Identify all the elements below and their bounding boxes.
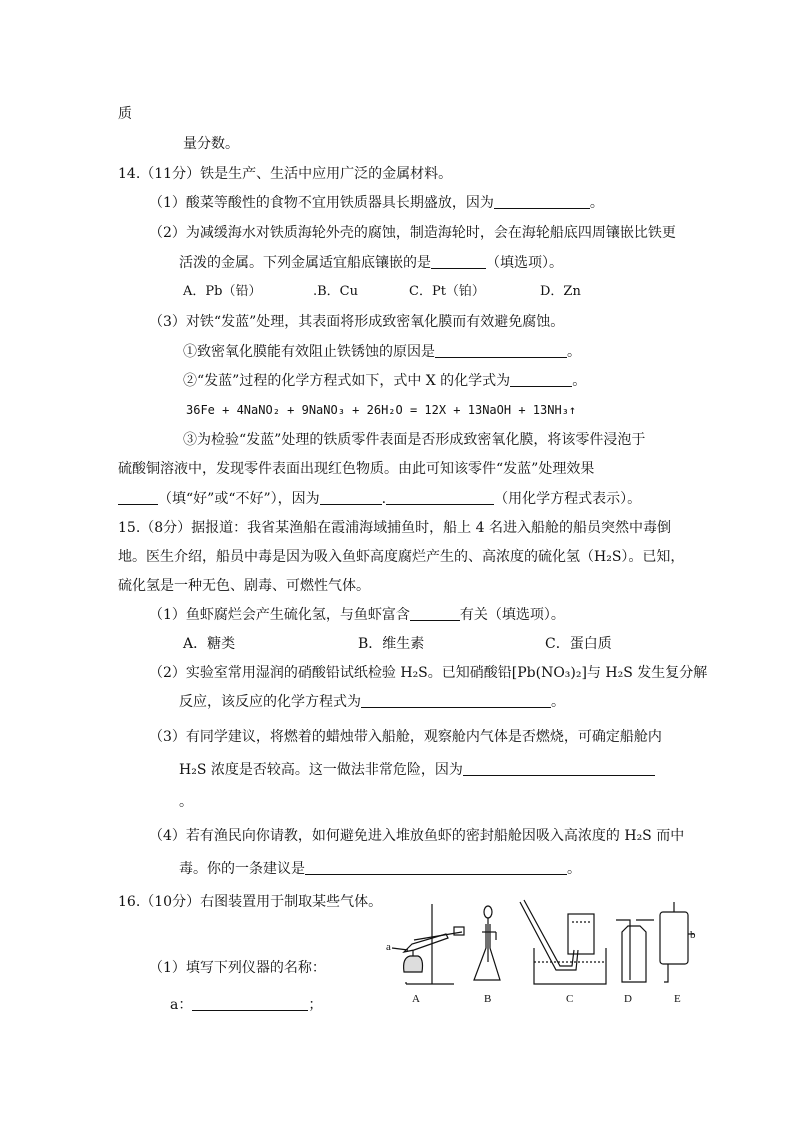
q15-p4b-text: 毒。你的一条建议是 — [179, 861, 305, 877]
q15-option-b: B．维生素 — [358, 636, 425, 652]
figure-label-a: A — [412, 993, 420, 1004]
figure-mark-b: b — [690, 929, 696, 941]
q15-p1 — [149, 605, 565, 625]
q15-p1-end: 有关（填选项）。 — [459, 607, 565, 623]
answer-blank[interactable] — [410, 606, 460, 621]
q14-p3: （3）对铁“发蓝”处理，其表面将形成致密氧化膜而有效避免腐蚀。 — [149, 314, 565, 330]
answer-blank[interactable] — [386, 490, 494, 505]
q16-a-end: ； — [308, 997, 323, 1013]
answer-blank[interactable] — [361, 693, 551, 708]
answer-blank[interactable] — [494, 194, 590, 209]
q15-p3a: （3）有同学建议，将燃着的蜡烛带入船舱，观察舱内气体是否燃烧，可确定船舱内 — [149, 729, 662, 745]
q15-p2a: （2）实验室常用湿润的硝酸铅试纸检验 H₂S。已知硝酸铅[Pb(NO₃)₂]与 H₂S 发生复分解 — [149, 665, 708, 681]
q15-head1: 15.（8分）据报道：我省某渔船在霞浦海域捕鱼时，船上 4 名进入船舱的船员突然中毒倒 — [118, 520, 671, 536]
apparatus-b — [474, 906, 500, 980]
q15-p1-text: （1）鱼虾腐烂会产生硫化氢，与鱼虾富含 — [149, 607, 410, 623]
figure-label-e: E — [674, 993, 681, 1004]
q14-option-b: .B．Cu — [313, 284, 359, 299]
answer-blank[interactable] — [510, 372, 572, 387]
q14-p2b-end: （填选项）。 — [486, 255, 563, 271]
q14-p3-2 — [183, 371, 586, 391]
apparatus-e — [660, 902, 694, 982]
q15-option-a: A．糖类 — [183, 636, 236, 652]
q14-p2a: （2）为减缓海水对铁质海轮外壳的腐蚀，制造海轮时，会在海轮船底四周镶嵌比铁更 — [149, 225, 676, 241]
q15-p2b-end: 。 — [551, 694, 565, 710]
q16-a-line — [170, 995, 322, 1015]
q14-option-c: C．Pt（铂） — [409, 284, 485, 299]
answer-blank[interactable] — [463, 761, 655, 776]
q15-p2b — [179, 692, 565, 712]
answer-blank[interactable] — [431, 254, 486, 269]
q15-head3: 硫化氢是一种无色、剧毒、可燃性气体。 — [118, 578, 370, 594]
apparatus-c — [520, 900, 606, 984]
figure-mark-a: a — [386, 941, 391, 953]
q14-head: 14.（11分）铁是生产、生活中应用广泛的金属材料。 — [118, 166, 453, 182]
q14-p3-1 — [183, 342, 581, 362]
q14-p3-1-end: 。 — [567, 344, 581, 360]
q14-p1 — [149, 193, 604, 213]
q14-equation: 36Fe + 4NaNO₂ + 9NaNO₃ + 26H₂O = 12X + 13NaOH + 13NH₃↑ — [186, 403, 577, 417]
q14-p2b — [179, 253, 563, 273]
q15-head2: 地。医生介绍，船员中毒是因为吸入鱼虾高度腐烂产生的、高浓度的硫化氢（H₂S）。已知， — [118, 549, 685, 565]
q14-p3-3b: 硫酸铜溶液中，发现零件表面出现红色物质。由此可知该零件“发蓝”处理效果 — [118, 461, 595, 477]
q15-p3c: 。 — [179, 794, 193, 810]
q16-p1: （1）填写下列仪器的名称： — [149, 960, 326, 976]
apparatus-figure — [384, 892, 698, 1004]
q14-p1-end: 。 — [589, 195, 604, 211]
q13-tail1: 质 — [118, 106, 132, 122]
figure-label-b: B — [484, 993, 492, 1004]
answer-blank[interactable] — [305, 860, 567, 875]
q14-p1-text: （1）酸菜等酸性的食物不宜用铁质器具长期盛放，因为 — [149, 195, 494, 211]
q15-p4b-end: 。 — [567, 861, 581, 877]
q15-p4b — [179, 859, 581, 879]
q14-p3-3c-text: （填“好”或“不好”），因为 — [158, 491, 320, 507]
q16-a-label: a： — [170, 997, 193, 1013]
q14-p3-3c: （填“好”或“不好”），因为 . （用化学方程式表示）。 — [118, 489, 641, 509]
q14-option-a: A．Pb（铅） — [183, 284, 262, 299]
q16-head: 16.（10分）右图装置用于制取某些气体。 — [118, 894, 383, 910]
apparatus-a — [392, 904, 464, 984]
q14-p3-2-text: ②“发蓝”过程的化学方程式如下，式中 X 的化学式为 — [183, 373, 511, 389]
q14-p3-3c-end: （用化学方程式表示）。 — [494, 491, 642, 507]
q14-p3-3a: ③为检验“发蓝”处理的铁质零件表面是否形成致密氧化膜，将该零件浸泡于 — [183, 432, 646, 448]
q14-p3-1-text: ①致密氧化膜能有效阻止铁锈蚀的原因是 — [183, 344, 435, 360]
q15-p2b-text: 反应，该反应的化学方程式为 — [179, 694, 361, 710]
q15-p3b-text: H₂S 浓度是否较高。这一做法非常危险，因为 — [179, 762, 463, 778]
apparatus-d — [616, 920, 654, 982]
answer-blank[interactable] — [118, 490, 158, 505]
answer-blank[interactable] — [435, 343, 567, 358]
figure-label-d: D — [624, 993, 632, 1004]
q14-option-d: D．Zn — [540, 284, 581, 299]
q15-option-c: C．蛋白质 — [545, 636, 612, 652]
q14-p2b-text: 活泼的金属。下列金属适宜船底镶嵌的是 — [179, 255, 431, 271]
answer-blank[interactable] — [192, 996, 308, 1011]
answer-blank[interactable] — [320, 490, 382, 505]
q13-tail2: 量分数。 — [183, 136, 239, 152]
q15-p4a: （4）若有渔民向你请教，如何避免进入堆放鱼虾的密封船舱因吸入高浓度的 H₂S 而中 — [149, 828, 685, 844]
figure-label-c: C — [566, 993, 574, 1004]
q15-p3b — [179, 760, 655, 780]
q14-p3-2-end: 。 — [572, 373, 587, 389]
